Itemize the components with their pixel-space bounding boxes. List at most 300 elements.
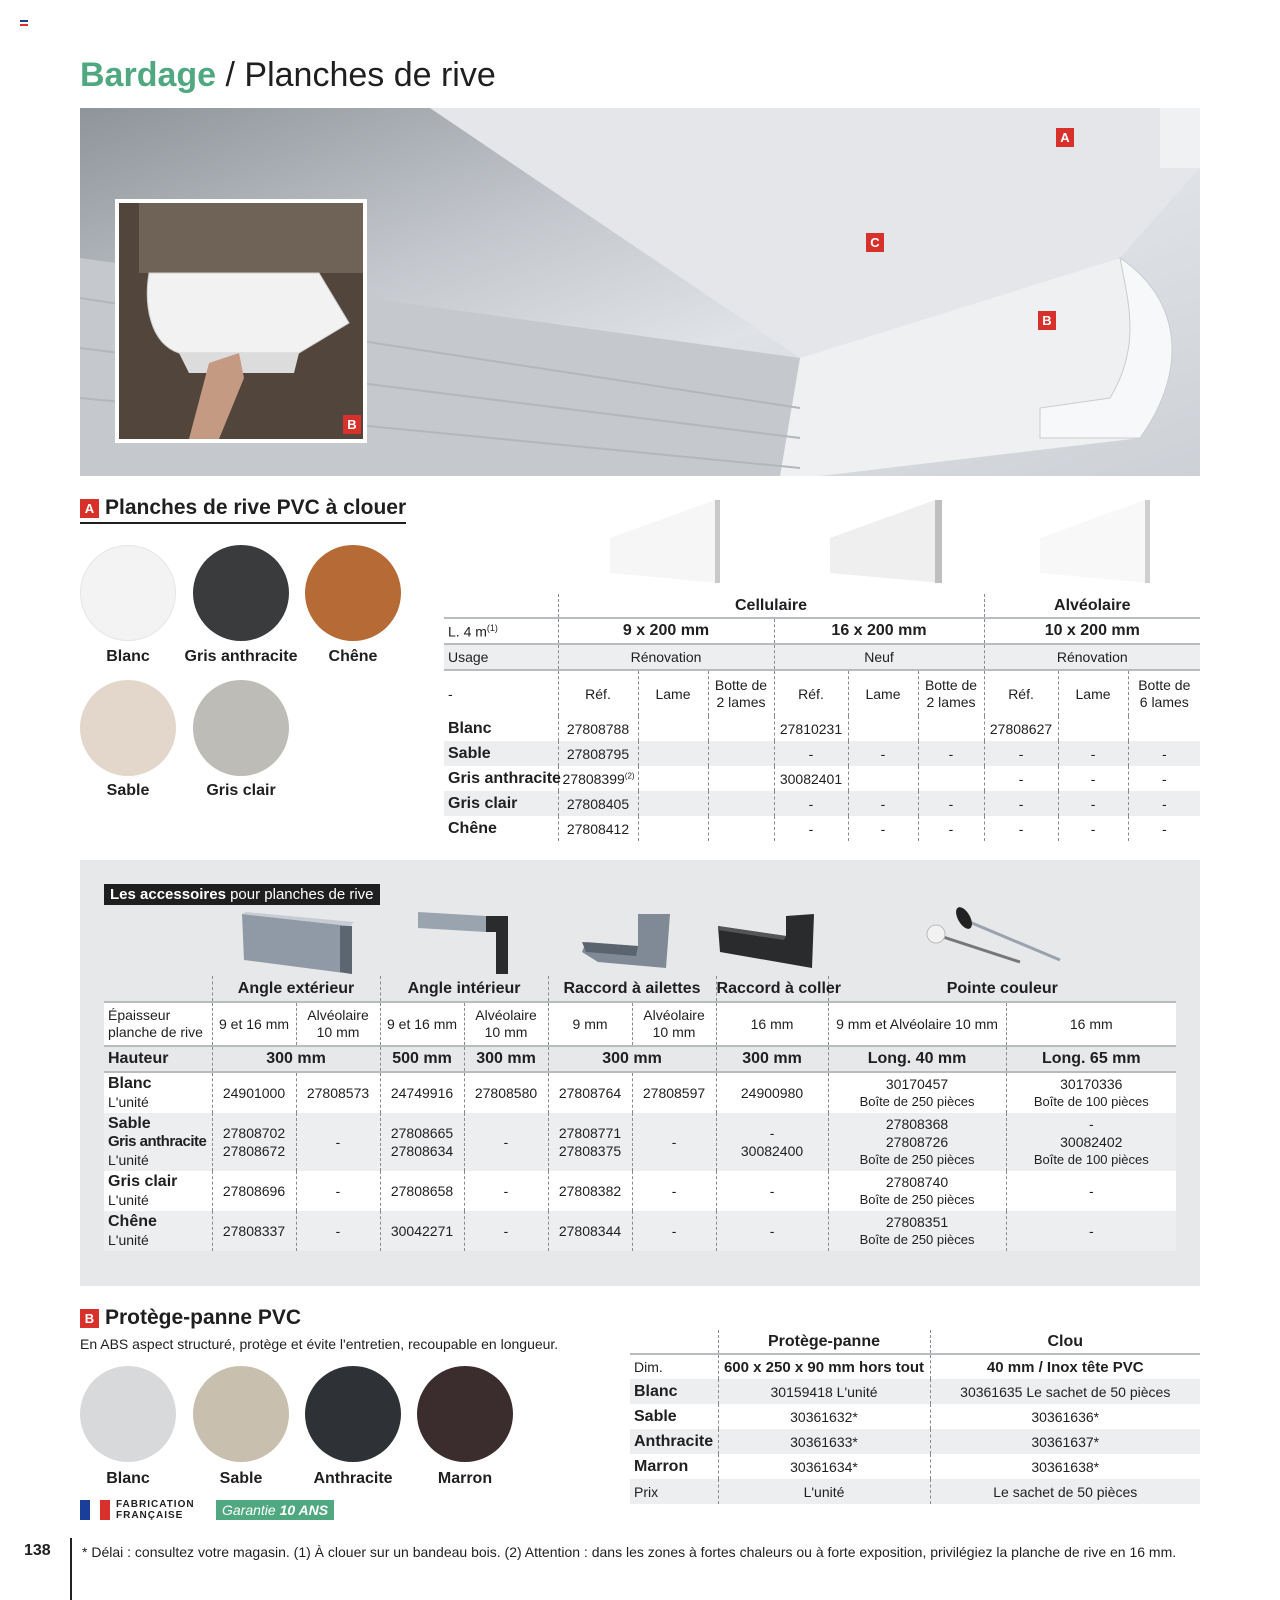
row-color-cell — [104, 1072, 212, 1113]
cell-value: - — [335, 1134, 341, 1150]
table-cell: 30361634* — [718, 1454, 930, 1479]
table-cell — [984, 716, 1058, 741]
length-label: L. 4 m — [448, 623, 487, 640]
table-cell — [828, 1211, 1006, 1251]
accessories-label-rest: pour planches de rive — [225, 886, 374, 903]
subhead-ref: Réf. — [558, 670, 638, 716]
guarantee-years: 10 ANS — [279, 1502, 329, 1518]
cell-value: 27808412 — [566, 820, 630, 837]
swatch-sable — [80, 680, 176, 776]
page-title-sub: Planches de rive — [244, 56, 496, 94]
subhead-ref: Réf. — [984, 670, 1058, 716]
cell-value: - — [769, 1223, 775, 1239]
table-row — [104, 1072, 1176, 1113]
row-color-name: Sable — [108, 1115, 151, 1132]
table-cell — [548, 1171, 632, 1211]
guarantee-text: Garantie — [222, 1502, 276, 1518]
cell-value: 27808634 — [390, 1143, 454, 1159]
table-cell — [638, 791, 708, 816]
table-cell — [638, 716, 708, 741]
table-cell — [548, 1113, 632, 1171]
section-a-title — [80, 496, 406, 524]
cell-value: 27808382 — [558, 1183, 622, 1199]
table-row — [630, 1429, 1200, 1454]
cell-value: - — [503, 1223, 509, 1239]
table-cell: 30361632* — [718, 1404, 930, 1429]
table-cell — [708, 716, 774, 741]
cell-value: - — [769, 1125, 775, 1141]
table-cell: 30159418 L'unité — [718, 1379, 930, 1404]
pointe-couleur-image — [920, 904, 1070, 968]
cell-value: - — [1018, 745, 1024, 762]
thickness-value: 16 mm — [1006, 1002, 1176, 1046]
cell-value: - — [880, 820, 886, 837]
cell-value: - — [1018, 770, 1024, 787]
accessories-label-bold: Les accessoires — [110, 886, 226, 903]
table-cell: 30361636* — [930, 1404, 1200, 1429]
row-color-cell — [104, 1211, 212, 1251]
cell-value: - — [948, 745, 954, 762]
dim-10x200: 10 x 200 mm — [984, 618, 1200, 644]
section-b-title — [80, 1306, 301, 1330]
blank-cell — [630, 1330, 718, 1354]
height-value: 300 mm — [716, 1046, 828, 1072]
row-color-name: Gris clair — [108, 1173, 178, 1190]
swatch-chene — [305, 545, 401, 641]
made-in-france — [116, 1499, 195, 1521]
row-color-name: Gris anthracite — [448, 769, 561, 787]
table-row — [630, 1479, 1200, 1504]
table-cell — [558, 791, 638, 816]
swatch-label: Blanc — [106, 648, 150, 665]
cell-value: 27808399 — [562, 770, 625, 787]
table-cell — [638, 816, 708, 841]
product-angle-interieur: Angle intérieur — [380, 976, 548, 1002]
table-cell — [1006, 1113, 1176, 1171]
section-a-title-text: Planches de rive PVC à clouer — [105, 496, 407, 519]
row-color-name: Gris clair — [448, 794, 518, 812]
board-cellulaire-9-image — [600, 498, 730, 588]
cell-value: 30170336 — [1060, 1076, 1123, 1092]
accessories-table-body — [104, 1072, 1176, 1251]
cell-value: 27808580 — [474, 1085, 538, 1101]
table-cell — [632, 1072, 716, 1113]
cell-value: - — [1161, 820, 1167, 837]
cell-value: - — [671, 1183, 677, 1199]
table-cell — [296, 1072, 380, 1113]
row-unit-label: L'unité — [108, 1094, 149, 1110]
swatch-label: Sable — [106, 782, 150, 799]
row-unit-label: L'unité — [108, 1192, 149, 1208]
raccord-coller-image — [716, 912, 816, 972]
table-row — [444, 741, 1200, 766]
subhead-botte: Botte de 2 lames — [708, 670, 774, 716]
table-cell: 40 mm / Inox tête PVC — [930, 1354, 1200, 1379]
cell-value: - — [1090, 820, 1096, 837]
cell-value: - — [1090, 745, 1096, 762]
table-cell — [464, 1171, 548, 1211]
cell-value: - — [1088, 1116, 1094, 1132]
swatch-label: Gris clair — [206, 782, 276, 799]
row-color-name: Blanc — [108, 1075, 152, 1092]
table-cell — [918, 766, 984, 791]
subhead-label: - — [448, 685, 453, 702]
table-cell — [1128, 816, 1200, 841]
table-row — [104, 1211, 1176, 1251]
row-color-name: Gris anthracite — [108, 1133, 207, 1150]
blank-cell — [444, 594, 558, 618]
made-in-line1: FABRICATION — [116, 1499, 195, 1510]
subhead-ref: Réf. — [774, 670, 848, 716]
table-cell — [716, 1211, 828, 1251]
table-cell — [828, 1113, 1006, 1171]
table-cell — [380, 1211, 464, 1251]
cell-value: - — [503, 1183, 509, 1199]
table-cell — [716, 1113, 828, 1171]
cell-value: 27808368 — [885, 1116, 949, 1132]
product-pointe-couleur: Pointe couleur — [828, 976, 1176, 1002]
group-header-cellulaire: Cellulaire — [558, 594, 984, 618]
cell-value: 24901000 — [222, 1085, 286, 1101]
flag-mark-icon — [20, 20, 28, 26]
usage-neuf: Neuf — [774, 644, 984, 670]
swatch-gris-clair — [193, 680, 289, 776]
cell-value: 30042271 — [390, 1223, 454, 1239]
height-value: 500 mm — [380, 1046, 464, 1072]
cell-value: - — [1161, 795, 1167, 812]
row-color-name: Chêne — [448, 819, 497, 837]
thickness-value: Alvéolaire 10 mm — [632, 1002, 716, 1046]
page-title-main: Bardage — [80, 56, 217, 94]
row-unit-label: L'unité — [108, 1152, 149, 1168]
section-a-table-body — [444, 716, 1200, 841]
cell-value: - — [671, 1223, 677, 1239]
cell-value: 27808627 — [989, 720, 1053, 737]
table-row — [630, 1379, 1200, 1404]
table-cell — [558, 766, 638, 791]
swatch-anthracite — [305, 1366, 401, 1462]
board-alveolaire-image — [1030, 498, 1160, 588]
footnote: * Délai : consultez votre magasin. (1) À clouer sur un bandeau bois. (2) Attention : dans les zones à fortes chaleurs ou à forte exposition, privilégiez la planche de rive en 16 mm. — [82, 1544, 1177, 1560]
accessories-table — [104, 976, 1176, 1251]
table-cell — [774, 816, 848, 841]
board-cellulaire-16-image — [820, 498, 950, 588]
table-row — [630, 1354, 1200, 1379]
thickness-value: 9 mm et Alvéolaire 10 mm — [828, 1002, 1006, 1046]
thickness-value: Alvéolaire 10 mm — [296, 1002, 380, 1046]
height-value: Long. 65 mm — [1006, 1046, 1176, 1072]
subhead-botte: Botte de 2 lames — [918, 670, 984, 716]
height-value: 300 mm — [212, 1046, 380, 1072]
table-cell — [708, 741, 774, 766]
product-raccord-coller: Raccord à coller — [716, 976, 828, 1002]
table-cell — [848, 791, 918, 816]
length-sup: (1) — [486, 622, 498, 633]
table-cell — [296, 1113, 380, 1171]
cell-value: - — [1161, 770, 1167, 787]
table-cell — [212, 1171, 296, 1211]
table-cell — [848, 741, 918, 766]
cell-value: 30082400 — [740, 1143, 804, 1159]
cell-value: - — [808, 820, 814, 837]
row-color-cell — [104, 1113, 212, 1171]
table-row — [444, 791, 1200, 816]
hero-marker-a: A — [1056, 128, 1074, 147]
table-cell — [774, 741, 848, 766]
angle-interieur-image — [416, 910, 516, 976]
cell-value: 27808672 — [222, 1143, 286, 1159]
length-label-cell — [444, 618, 558, 644]
swatch-label: Blanc — [106, 1470, 150, 1487]
table-cell — [708, 766, 774, 791]
table-cell — [1006, 1171, 1176, 1211]
table-cell — [984, 816, 1058, 841]
cell-value: - — [948, 795, 954, 812]
angle-exterieur-image — [240, 912, 356, 976]
row-color-name: Blanc — [448, 719, 492, 737]
product-raccord-ailettes: Raccord à ailettes — [548, 976, 716, 1002]
cell-value: - — [1161, 745, 1167, 762]
cell-value: - — [1088, 1183, 1094, 1199]
table-cell — [212, 1113, 296, 1171]
cell-value: - — [808, 795, 814, 812]
table-cell — [774, 716, 848, 741]
cell-value: 27808344 — [558, 1223, 622, 1239]
row-unit-label: L'unité — [108, 1232, 149, 1248]
hero-photo — [80, 108, 1200, 476]
table-cell — [380, 1113, 464, 1171]
inset-installation-illustration — [119, 203, 363, 439]
table-cell — [1006, 1211, 1176, 1251]
table-cell — [1058, 766, 1128, 791]
thickness-value: 9 et 16 mm — [380, 1002, 464, 1046]
section-b-title-text: Protège-panne PVC — [105, 1306, 302, 1329]
cell-pack: Boîte de 250 pièces — [859, 1094, 975, 1109]
dim-9x200: 9 x 200 mm — [558, 618, 774, 644]
row-label: Prix — [634, 1483, 659, 1500]
table-cell — [848, 766, 918, 791]
swatch-label: Chêne — [328, 648, 378, 665]
cell-value: - — [808, 745, 814, 762]
swatch-label: Sable — [219, 1470, 263, 1487]
table-cell — [558, 816, 638, 841]
table-cell — [380, 1072, 464, 1113]
row-label: Blanc — [634, 1382, 678, 1400]
table-row — [104, 1113, 1176, 1171]
table-cell — [548, 1211, 632, 1251]
cell-value: - — [1088, 1223, 1094, 1239]
cell-value: 27808351 — [885, 1214, 949, 1230]
table-cell — [558, 741, 638, 766]
table-row — [630, 1404, 1200, 1429]
table-cell — [1128, 791, 1200, 816]
cell-pack: Boîte de 100 pièces — [1033, 1094, 1149, 1109]
table-cell: 600 x 250 x 90 mm hors tout — [718, 1354, 930, 1379]
table-cell — [918, 816, 984, 841]
table-cell: 30361637* — [930, 1429, 1200, 1454]
table-cell: Le sachet de 50 pièces — [930, 1479, 1200, 1504]
table-cell — [464, 1072, 548, 1113]
cell-value: 27808702 — [222, 1125, 286, 1141]
swatch-blanc — [80, 545, 176, 641]
cell-value: - — [1090, 795, 1096, 812]
raccord-ailettes-image — [578, 912, 674, 974]
usage-renovation-alv: Rénovation — [984, 644, 1200, 670]
thickness-value: Alvéolaire 10 mm — [464, 1002, 548, 1046]
table-cell — [464, 1113, 548, 1171]
height-value: 300 mm — [464, 1046, 548, 1072]
table-cell — [1128, 716, 1200, 741]
thickness-value: 9 mm — [548, 1002, 632, 1046]
table-cell — [828, 1072, 1006, 1113]
cell-pack: Boîte de 250 pièces — [859, 1192, 975, 1207]
cell-pack: Boîte de 250 pièces — [859, 1152, 975, 1167]
cell-value: - — [880, 795, 886, 812]
table-cell — [212, 1072, 296, 1113]
height-label: Hauteur — [108, 1050, 169, 1067]
table-cell — [774, 791, 848, 816]
swatch-gris-anthracite — [193, 545, 289, 641]
cell-value: 27808795 — [566, 745, 630, 762]
cell-value: 24749916 — [390, 1085, 454, 1101]
page-title — [80, 56, 496, 95]
table-row — [444, 816, 1200, 841]
swatch-label: Anthracite — [313, 1470, 393, 1487]
table-cell — [1058, 741, 1128, 766]
subhead-lame: Lame — [638, 670, 708, 716]
inset-marker-b: B — [343, 415, 361, 434]
table-cell — [638, 741, 708, 766]
row-color-cell — [104, 1171, 212, 1211]
height-value: 300 mm — [548, 1046, 716, 1072]
thickness-value: 9 et 16 mm — [212, 1002, 296, 1046]
cell-sup: (2) — [624, 770, 635, 780]
section-a-table — [444, 594, 1200, 841]
cell-pack: Boîte de 100 pièces — [1033, 1152, 1149, 1167]
table-cell — [632, 1113, 716, 1171]
cell-value: 27808597 — [642, 1085, 706, 1101]
page-title-separator: / — [216, 56, 245, 94]
section-b-badge: B — [80, 1309, 99, 1328]
table-cell — [716, 1072, 828, 1113]
swatch-marron — [417, 1366, 513, 1462]
french-flag-icon — [80, 1500, 110, 1520]
row-label: Sable — [634, 1407, 677, 1425]
cell-value: 27808658 — [390, 1183, 454, 1199]
made-in-line2: FRANÇAISE — [116, 1510, 184, 1521]
table-cell — [848, 816, 918, 841]
table-cell — [984, 766, 1058, 791]
cell-value: - — [503, 1134, 509, 1150]
table-row — [630, 1454, 1200, 1479]
row-label: Dim. — [634, 1359, 663, 1375]
subhead-botte: Botte de 6 lames — [1128, 670, 1200, 716]
header-clou: Clou — [930, 1330, 1200, 1354]
table-cell — [984, 741, 1058, 766]
table-row — [444, 716, 1200, 741]
height-value: Long. 40 mm — [828, 1046, 1006, 1072]
swatch-label: Gris anthracite — [184, 648, 298, 665]
cell-value: 27808740 — [885, 1174, 949, 1190]
table-cell — [918, 716, 984, 741]
cell-value: 27808788 — [566, 720, 630, 737]
cell-value: 27808696 — [222, 1183, 286, 1199]
cell-value: - — [948, 820, 954, 837]
swatch-sable — [193, 1366, 289, 1462]
table-row — [444, 766, 1200, 791]
table-cell — [296, 1211, 380, 1251]
thickness-label — [104, 1002, 212, 1046]
table-cell — [708, 791, 774, 816]
hero-inset-photo — [115, 199, 367, 443]
table-cell — [212, 1211, 296, 1251]
swatch-label: Marron — [437, 1470, 493, 1487]
cell-value: 30082402 — [1060, 1134, 1123, 1150]
table-cell — [984, 791, 1058, 816]
cell-value: - — [335, 1183, 341, 1199]
table-cell — [1128, 741, 1200, 766]
section-b-table — [630, 1330, 1200, 1504]
header-protege-panne: Protège-panne — [718, 1330, 930, 1354]
row-label: Marron — [634, 1457, 689, 1475]
table-cell — [1058, 716, 1128, 741]
table-cell — [296, 1171, 380, 1211]
cell-value: - — [335, 1223, 341, 1239]
cell-value: - — [880, 745, 886, 762]
table-cell — [464, 1211, 548, 1251]
table-cell: L'unité — [718, 1479, 930, 1504]
table-cell — [1058, 816, 1128, 841]
thickness-value: 16 mm — [716, 1002, 828, 1046]
table-cell — [774, 766, 848, 791]
table-cell — [716, 1171, 828, 1211]
table-cell — [638, 766, 708, 791]
cell-value: 27810231 — [779, 720, 843, 737]
cell-value: - — [1090, 770, 1096, 787]
thickness-label-line1: Épaisseur — [108, 1007, 171, 1023]
table-cell — [918, 791, 984, 816]
cell-value: 30082401 — [779, 770, 843, 787]
table-row — [104, 1171, 1176, 1211]
table-cell: 30361633* — [718, 1429, 930, 1454]
cell-value: - — [1018, 820, 1024, 837]
cell-value: 27808764 — [558, 1085, 622, 1101]
usage-label: Usage — [448, 649, 489, 665]
table-cell — [1006, 1072, 1176, 1113]
subhead-lame: Lame — [848, 670, 918, 716]
blank-cell — [104, 976, 212, 1002]
hero-marker-b: B — [1038, 311, 1056, 330]
table-cell — [848, 716, 918, 741]
cell-value: 24900980 — [740, 1085, 804, 1101]
usage-renovation: Rénovation — [558, 644, 774, 670]
table-cell — [632, 1211, 716, 1251]
table-cell: 30361635 Le sachet de 50 pièces — [930, 1379, 1200, 1404]
dim-16x200: 16 x 200 mm — [774, 618, 984, 644]
table-cell — [380, 1171, 464, 1211]
cell-pack: Boîte de 250 pièces — [859, 1232, 975, 1247]
section-b-table-body — [630, 1354, 1200, 1504]
product-angle-exterieur: Angle extérieur — [212, 976, 380, 1002]
table-cell — [1058, 791, 1128, 816]
guarantee-badge — [216, 1500, 334, 1520]
table-cell — [558, 716, 638, 741]
cell-value: 27808771 — [558, 1125, 622, 1141]
table-cell — [548, 1072, 632, 1113]
cell-value: 27808665 — [390, 1125, 454, 1141]
section-a-badge: A — [80, 499, 99, 518]
table-cell — [708, 816, 774, 841]
